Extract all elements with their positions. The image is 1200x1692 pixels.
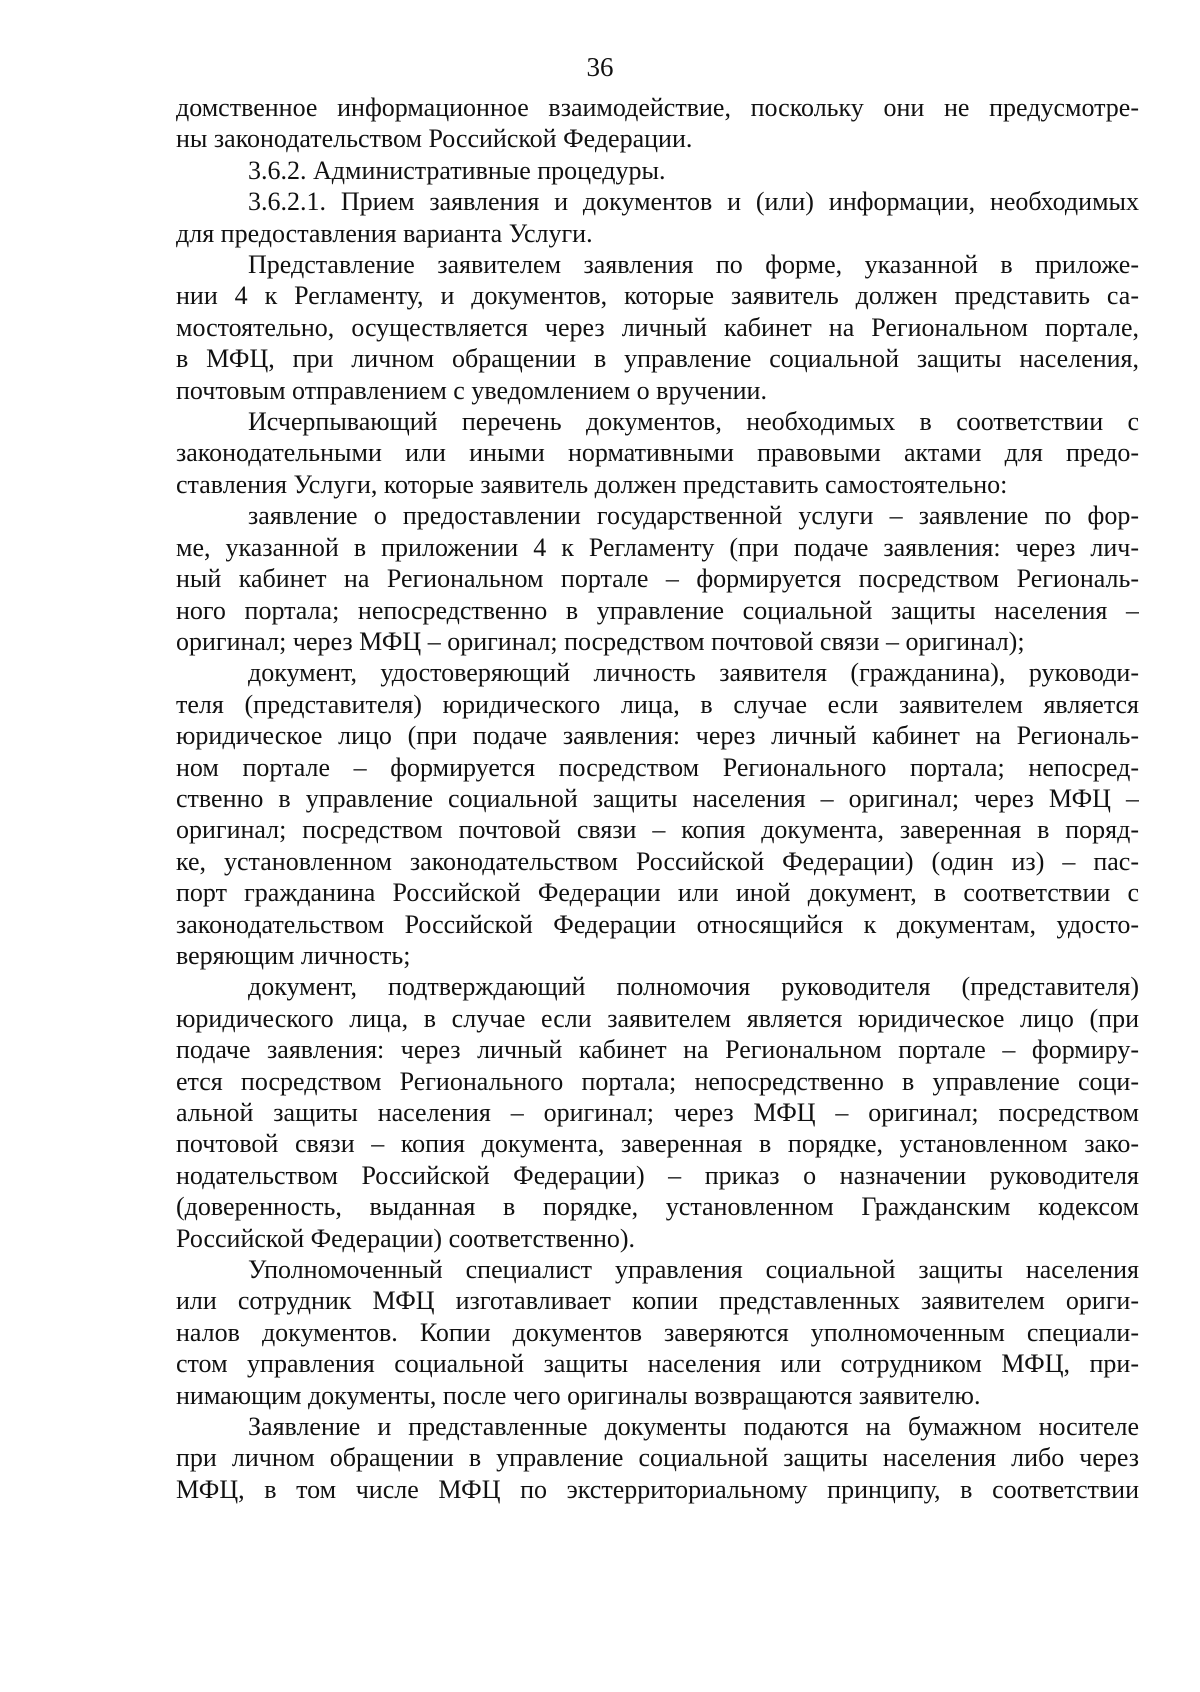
text-line: заявление о предоставлении государственной услуги – заявление по фор- [248, 501, 1139, 531]
text-line: ном портале – формируется посредством Регионального портала; непосред- [176, 752, 1139, 782]
text-line: законодательными или иными нормативными правовыми актами для предо- [176, 438, 1139, 468]
paragraph [176, 500, 1139, 657]
text-line: юридического лица, в случае если заявителем является юридическое лицо (при [176, 1003, 1139, 1033]
text-line: документ, удостоверяющий личность заявителя (гражданина), руководи- [248, 658, 1139, 688]
text-line: или сотрудник МФЦ изготавливает копии представленных заявителем ориги- [176, 1286, 1139, 1316]
text-line: ного портала; непосредственно в управление социальной защиты населения – [176, 595, 1139, 625]
text-line: оригинал; через МФЦ – оригинал; посредством почтовой связи – оригинал); [176, 626, 1025, 656]
text-line: стом управления социальной защиты населения или сотрудником МФЦ, при- [176, 1349, 1139, 1379]
text-line: нодательством Российской Федерации) – приказ о назначении руководителя [176, 1160, 1139, 1190]
text-line: ставления Услуги, которые заявитель должен представить самостоятельно: [176, 469, 1008, 499]
page-number: 36 [586, 52, 614, 82]
paragraph [176, 155, 1139, 186]
text-line: почтовым отправлением с уведомлением о вручении. [176, 375, 767, 405]
text-line: теля (представителя) юридического лица, в случае если заявителем является [176, 689, 1139, 719]
text-line: налов документов. Копии документов заверяются уполномоченным специали- [176, 1317, 1139, 1347]
paragraph [176, 92, 1139, 155]
text-line: Уполномоченный специалист управления социальной защиты населения [248, 1255, 1139, 1285]
text-line: почтовой связи – копия документа, заверенная в порядке, установленном зако- [176, 1129, 1139, 1159]
text-line: ме, указанной в приложении 4 к Регламенту (при подаче заявления: через лич- [176, 532, 1139, 562]
text-line: Представление заявителем заявления по форме, указанной в приложе- [248, 250, 1139, 280]
text-line: для предоставления варианта Услуги. [176, 218, 593, 248]
text-line: альной защиты населения – оригинал; через МФЦ – оригинал; посредством [176, 1098, 1139, 1127]
text-line: при личном обращении в управление социальной защиты населения либо через [176, 1443, 1139, 1473]
paragraph [176, 657, 1139, 971]
text-line: ный кабинет на Региональном портале – формируется посредством Региональ- [176, 564, 1139, 594]
text-line: Исчерпывающий перечень документов, необходимых в соответствии с [248, 407, 1139, 437]
text-line: ны законодательством Российской Федерации. [176, 124, 693, 154]
text-line: подаче заявления: через личный кабинет на Региональном портале – формиру- [176, 1035, 1139, 1065]
text-line: законодательством Российской Федерации относящийся к документам, удосто- [176, 909, 1139, 939]
paragraph [176, 971, 1139, 1254]
paragraph [176, 1254, 1139, 1411]
text-line: веряющим личность; [176, 940, 411, 970]
text-line: юридическое лицо (при подаче заявления: через личный кабинет на Региональ- [176, 721, 1139, 751]
text-line: 3.6.2.1. Прием заявления и документов и (или) информации, необходимых [248, 187, 1139, 217]
paragraph [176, 186, 1139, 249]
text-line: домственное информационное взаимодействие, поскольку они не предусмотре- [176, 93, 1139, 122]
text-line: ется посредством Регионального портала; непосредственно в управление соци- [176, 1066, 1139, 1096]
text-line: в МФЦ, при личном обращении в управление социальной защиты населения, [176, 344, 1139, 374]
text-line: Заявление и представленные документы подаются на бумажном носителе [248, 1412, 1139, 1442]
text-line: нии 4 к Регламенту, и документов, которые заявитель должен представить са- [176, 281, 1139, 311]
paragraph [176, 1411, 1139, 1505]
text-line: (доверенность, выданная в порядке, установленном Гражданским кодексом [176, 1192, 1139, 1222]
text-line: оригинал; посредством почтовой связи – копия документа, заверенная в поряд- [176, 815, 1139, 845]
text-line: МФЦ, в том числе МФЦ по экстерриториальному принципу, в соответствии [176, 1474, 1139, 1504]
text-line: нимающим документы, после чего оригиналы возвращаются заявителю. [176, 1380, 981, 1410]
body-text [176, 92, 1139, 1505]
text-line: документ, подтверждающий полномочия руководителя (представителя) [248, 972, 1139, 1002]
paragraph [176, 406, 1139, 500]
paragraph [176, 249, 1139, 406]
text-line: ственно в управление социальной защиты населения – оригинал; через МФЦ – [176, 783, 1139, 813]
text-line: Российской Федерации) соответственно). [176, 1223, 636, 1253]
text-line: 3.6.2. Административные процедуры. [248, 155, 666, 185]
text-line: мостоятельно, осуществляется через личный кабинет на Региональном портале, [176, 312, 1139, 342]
text-line: порт гражданина Российской Федерации или иной документ, в соответствии с [176, 878, 1139, 908]
text-line: ке, установленном законодательством Российской Федерации) (один из) – пас- [176, 846, 1139, 876]
